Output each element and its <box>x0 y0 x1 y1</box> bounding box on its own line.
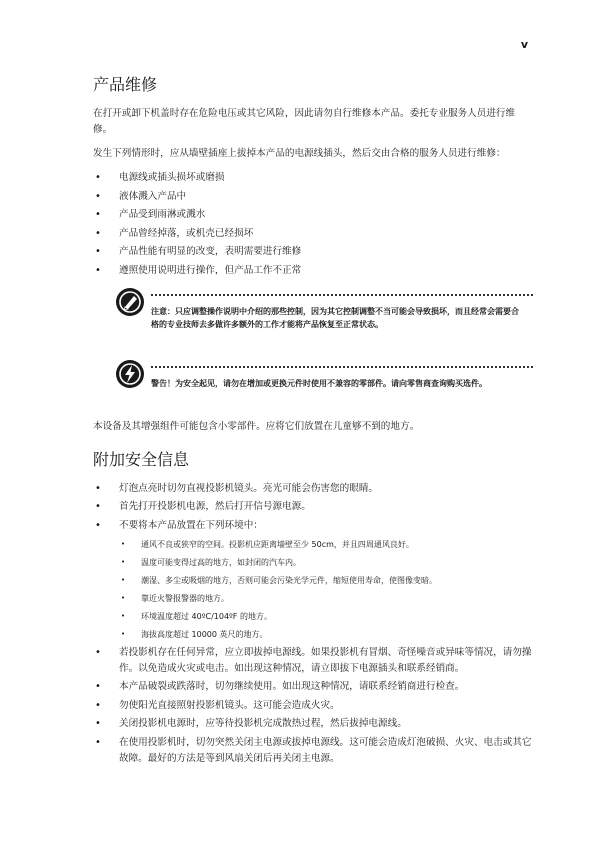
section-title-product-service: 产品维修 <box>93 75 158 94</box>
note-text: 注意：只应调整操作说明中介绍的那些控制，因为其它控制调整不当可能会导致损坏，而且经常会需要合格的专业技师去多做许多额外的工作才能将产品恢复至正常状态。 <box>151 306 519 329</box>
sub-list-item: • 温度可能变得过高的地方，如封闭的汽车内。 <box>119 555 533 570</box>
note-callout <box>93 287 533 349</box>
bullet-icon: • <box>95 209 101 220</box>
list-item: • 勿使阳光直接照射投影机镜头。这可能会造成火灾。 <box>93 698 533 714</box>
list-item: • 不要将本产品放置在下列环境中： • 通风不良或狭窄的空间。投影机应距离墙壁至少 50cm，并且四周通风良好。 • 温度可能变得过高的地方，如封闭的汽车内。 • 潮湿、多尘或吸烟的地方，否则可能会污染光学元件，缩短使用寿命，使图像变暗。 • 靠近火警报警器的地方。 • 环境温度超过 40ºC/104ºF 的地方。 • 海拔高度超过 10000 英尺的地方。 <box>93 518 533 642</box>
list-item: • 产品受到雨淋或溅水 <box>93 207 533 223</box>
list-item: • 灯泡点亮时切勿直视投影机镜头。亮光可能会伤害您的眼睛。 <box>93 481 533 497</box>
list-item: • 若投影机存在任何异常，应立即拔掉电源线。如果投影机有冒烟、奇怪噪音或异味等情况，请勿操作。以免造成火灾或电击。如出现这种情况，请立即拔下电源插头和联系经销商。 <box>95 646 532 674</box>
small-parts-paragraph: 本设备及其增强组件可能包含小零部件。应将它们放置在儿童够不到的地方。 <box>93 420 420 432</box>
service-conditions-list <box>93 170 533 279</box>
sub-bullet-icon: • <box>121 575 126 584</box>
warning-divider <box>151 366 533 368</box>
sub-bullet-icon: • <box>121 611 126 620</box>
warning-lightning-icon <box>115 359 145 389</box>
sub-bullet-icon: • <box>121 557 126 566</box>
list-item: • 液体溅入产品中 <box>93 189 533 205</box>
list-item: • 本产品破裂或跌落时，切勿继续使用。如出现这种情况，请联系经销商进行检查。 <box>93 679 533 695</box>
bullet-icon: • <box>95 718 101 729</box>
bullet-icon: • <box>95 736 101 748</box>
list-item: • 关闭投影机电源时，应等待投影机完成散热过程，然后拔掉电源线。 <box>93 716 533 732</box>
sub-list-item: • 环境温度超过 40ºC/104ºF 的地方。 <box>119 609 533 624</box>
bullet-icon: • <box>95 264 101 276</box>
environment-sublist <box>119 537 533 642</box>
list-item: • 产品曾经掉落，或机壳已经损坏 <box>93 226 533 242</box>
warning-callout <box>93 359 533 409</box>
sub-list-item: • 潮湿、多尘或吸烟的地方，否则可能会污染光学元件，缩短使用寿命，使图像变暗。 <box>119 573 533 588</box>
bullet-icon: • <box>95 482 101 494</box>
section-title-additional-safety: 附加安全信息 <box>93 449 190 469</box>
page-number: v <box>520 38 528 51</box>
safety-list <box>93 481 533 767</box>
sub-list-item: • 通风不良或狭窄的空间。投影机应距离墙壁至少 50cm，并且四周通风良好。 <box>119 537 533 552</box>
bullet-icon: • <box>95 519 101 531</box>
bullet-icon: • <box>95 172 101 183</box>
list-item: • 在使用投影机时，切勿突然关闭主电源或拔掉电源线。这可能会造成灯泡破损、火灾、电击或其它故障。最好的方法是等到风扇关闭后再关闭主电源。 <box>95 736 532 764</box>
list-item: • 遵照使用说明进行操作，但产品工作不正常 <box>93 263 533 279</box>
bullet-icon: • <box>95 190 101 202</box>
sub-list-item: • 海拔高度超过 10000 英尺的地方。 <box>119 627 533 642</box>
service-conditions-paragraph: 发生下列情形时，应从墙壁插座上拔掉本产品的电源线插头，然后交由合格的服务人员进行维修： <box>93 148 506 159</box>
bullet-icon: • <box>95 227 101 239</box>
service-intro-paragraph: 在打开或卸下机盖时存在危险电压或其它风险，因此请勿自行维修本产品。委托专业服务人员进行维修。 <box>93 108 516 135</box>
warning-text: 警告！为安全起见，请勿在增加或更换元件时使用不兼容的零部件。请向零售商查询购买选件。 <box>151 378 487 388</box>
bullet-icon: • <box>95 246 101 257</box>
page-content <box>93 74 533 769</box>
note-pen-icon <box>115 287 145 317</box>
list-item: • 产品性能有明显的改变，表明需要进行维修 <box>93 244 533 260</box>
sub-bullet-icon: • <box>121 629 126 638</box>
bullet-icon: • <box>95 501 101 512</box>
sub-bullet-icon: • <box>121 539 126 548</box>
list-item: • 电源线或插头损坏或磨损 <box>93 170 533 186</box>
list-item: • 首先打开投影机电源，然后打开信号源电源。 <box>93 499 533 515</box>
sub-bullet-icon: • <box>121 593 126 602</box>
note-divider <box>151 294 533 296</box>
sub-list-item: • 靠近火警报警器的地方。 <box>119 591 533 606</box>
bullet-icon: • <box>95 646 101 658</box>
bullet-icon: • <box>95 699 101 711</box>
bullet-icon: • <box>95 681 101 692</box>
